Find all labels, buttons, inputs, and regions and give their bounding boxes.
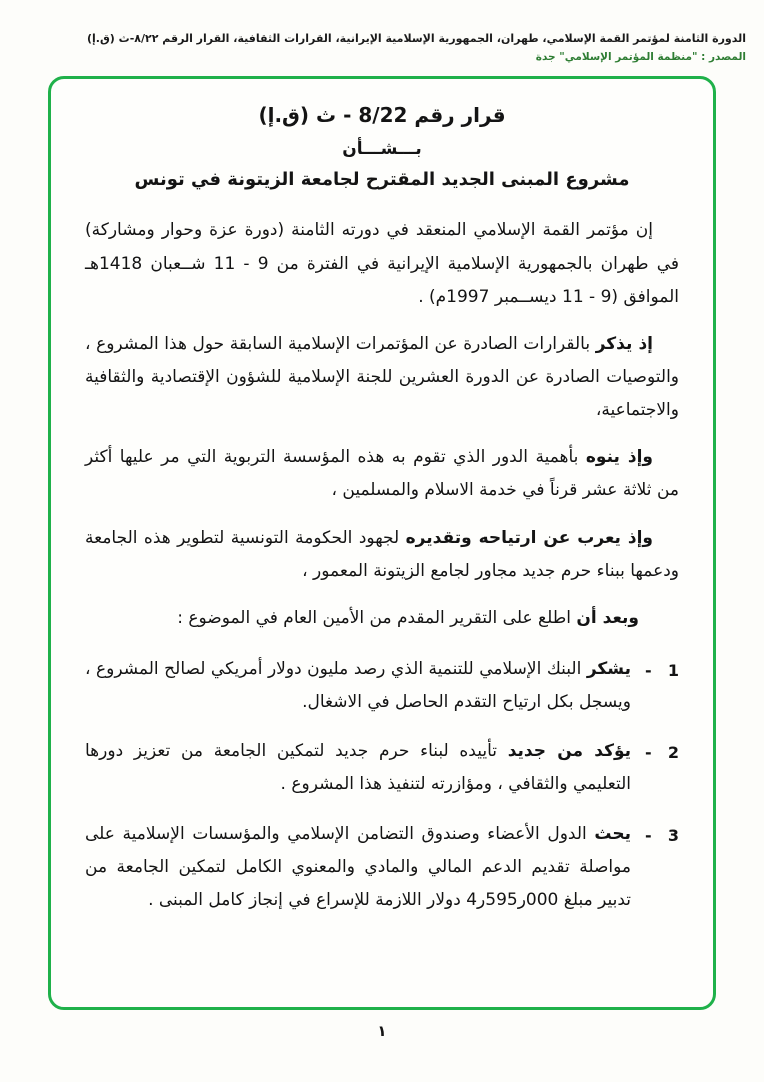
page-number: ١ bbox=[377, 1022, 387, 1041]
paragraph-lead: وإذ ينوه bbox=[585, 447, 654, 468]
item-text bbox=[85, 653, 631, 719]
operative-item-3 bbox=[85, 818, 679, 917]
recital-paragraph-1 bbox=[85, 328, 679, 427]
item-text bbox=[85, 735, 631, 801]
paragraph-lead: وبعد أن bbox=[576, 607, 639, 628]
item-number bbox=[645, 818, 679, 851]
paragraph-text: بالقرارات الصادرة عن المؤتمرات الإسلامية السابقة حول هذا المشروع ، والتوصيات الصادرة عن الدورة العشرين للجنة الإسلامية للشؤون الإقتصادية والثقافية والاجتماعية، bbox=[85, 333, 679, 421]
item-dash: - bbox=[645, 743, 652, 763]
item-lead: يؤكد من جديد bbox=[507, 741, 631, 762]
paragraph-lead: وإذ يعرب عن ارتياحه وتقديره bbox=[405, 527, 653, 548]
item-lead: يحث bbox=[594, 823, 631, 844]
operative-item-2 bbox=[85, 735, 679, 801]
item-numeral: 3 bbox=[667, 825, 679, 845]
paragraph-lead: إذ يذكر bbox=[595, 333, 654, 354]
paragraph-text: لجهود الحكومة التونسية لتطوير هذه الجامعة ودعمها ببناء حرم جديد مجاور لجامع الزيتونة المعمور ، bbox=[85, 527, 679, 581]
item-body: الدول الأعضاء وصندوق التضامن الإسلامي والمؤسسات الإسلامية على مواصلة تقديم الدعم المالي والمادي والمعنوي الكامل لتمكين الجامعة من تدبير مبلغ 000ر595ر4 دولار اللازمة للإسراع في إنجاز كامل المبنى . bbox=[85, 823, 631, 910]
item-text bbox=[85, 818, 631, 917]
recital-paragraph-2 bbox=[85, 441, 679, 507]
item-number bbox=[645, 653, 679, 686]
header-citation: الدورة الثامنة لمؤتمر القمة الإسلامي، طهران، الجمهورية الإسلامية الإيرانية، القرارات الثقافية، القرار الرقم ٨/٢٢-ث (ق.إ) bbox=[86, 32, 746, 45]
item-body: تأييده لبناء حرم جديد لتمكين الجامعة من تعزيز دورها التعليمي والثقافي ، ومؤازرته لتنفيذ هذا المشروع . bbox=[85, 741, 631, 795]
item-body: البنك الإسلامي للتنمية الذي رصد مليون دولار أمريكي لصالح المشروع ، ويسجل بكل ارتياح التقدم الحاصل في الاشغال. bbox=[85, 659, 631, 713]
item-numeral: 2 bbox=[667, 743, 679, 763]
operative-item-1 bbox=[85, 653, 679, 719]
paragraph-text: اطلع على التقرير المقدم من الأمين العام في الموضوع : bbox=[177, 607, 571, 628]
paragraph-text: بأهمية الدور الذي تقوم به هذه المؤسسة التربوية التي مر عليها أكثر من ثلاثة عشر قرناً في خدمة الاسلام والمسلمين ، bbox=[85, 447, 679, 501]
item-dash: - bbox=[645, 661, 652, 681]
document-header bbox=[0, 30, 764, 66]
resolution-subtitle: بـــشـــأن bbox=[342, 139, 422, 160]
resolution-subject: مشروع المبنى الجديد المقترح لجامعة الزيتونة في تونس bbox=[134, 169, 630, 191]
item-dash: - bbox=[645, 825, 652, 845]
report-reference-paragraph bbox=[85, 602, 679, 635]
item-lead: يشكر bbox=[586, 659, 631, 680]
resolution-title: قرار رقم 8/22 - ث (ق.إ) bbox=[258, 103, 506, 128]
resolution-frame bbox=[48, 76, 716, 1010]
paragraph-text: إن مؤتمر القمة الإسلامي المنعقد في دورته الثامنة (دورة عزة وحوار ومشاركة) في طهران بالجمهورية الإسلامية الإيرانية في الفترة من 9 - 11 شــعبان 1418هـ الموافق (9 - 11 ديســمبر 1997م) . bbox=[85, 220, 679, 307]
header-source: المصدر : "منظمة المؤتمر الإسلامي" جدة bbox=[535, 50, 746, 63]
preamble-paragraph bbox=[85, 214, 679, 313]
item-numeral: 1 bbox=[667, 661, 679, 681]
item-number bbox=[645, 735, 679, 768]
recital-paragraph-3 bbox=[85, 522, 679, 588]
page-footer bbox=[0, 1022, 764, 1040]
